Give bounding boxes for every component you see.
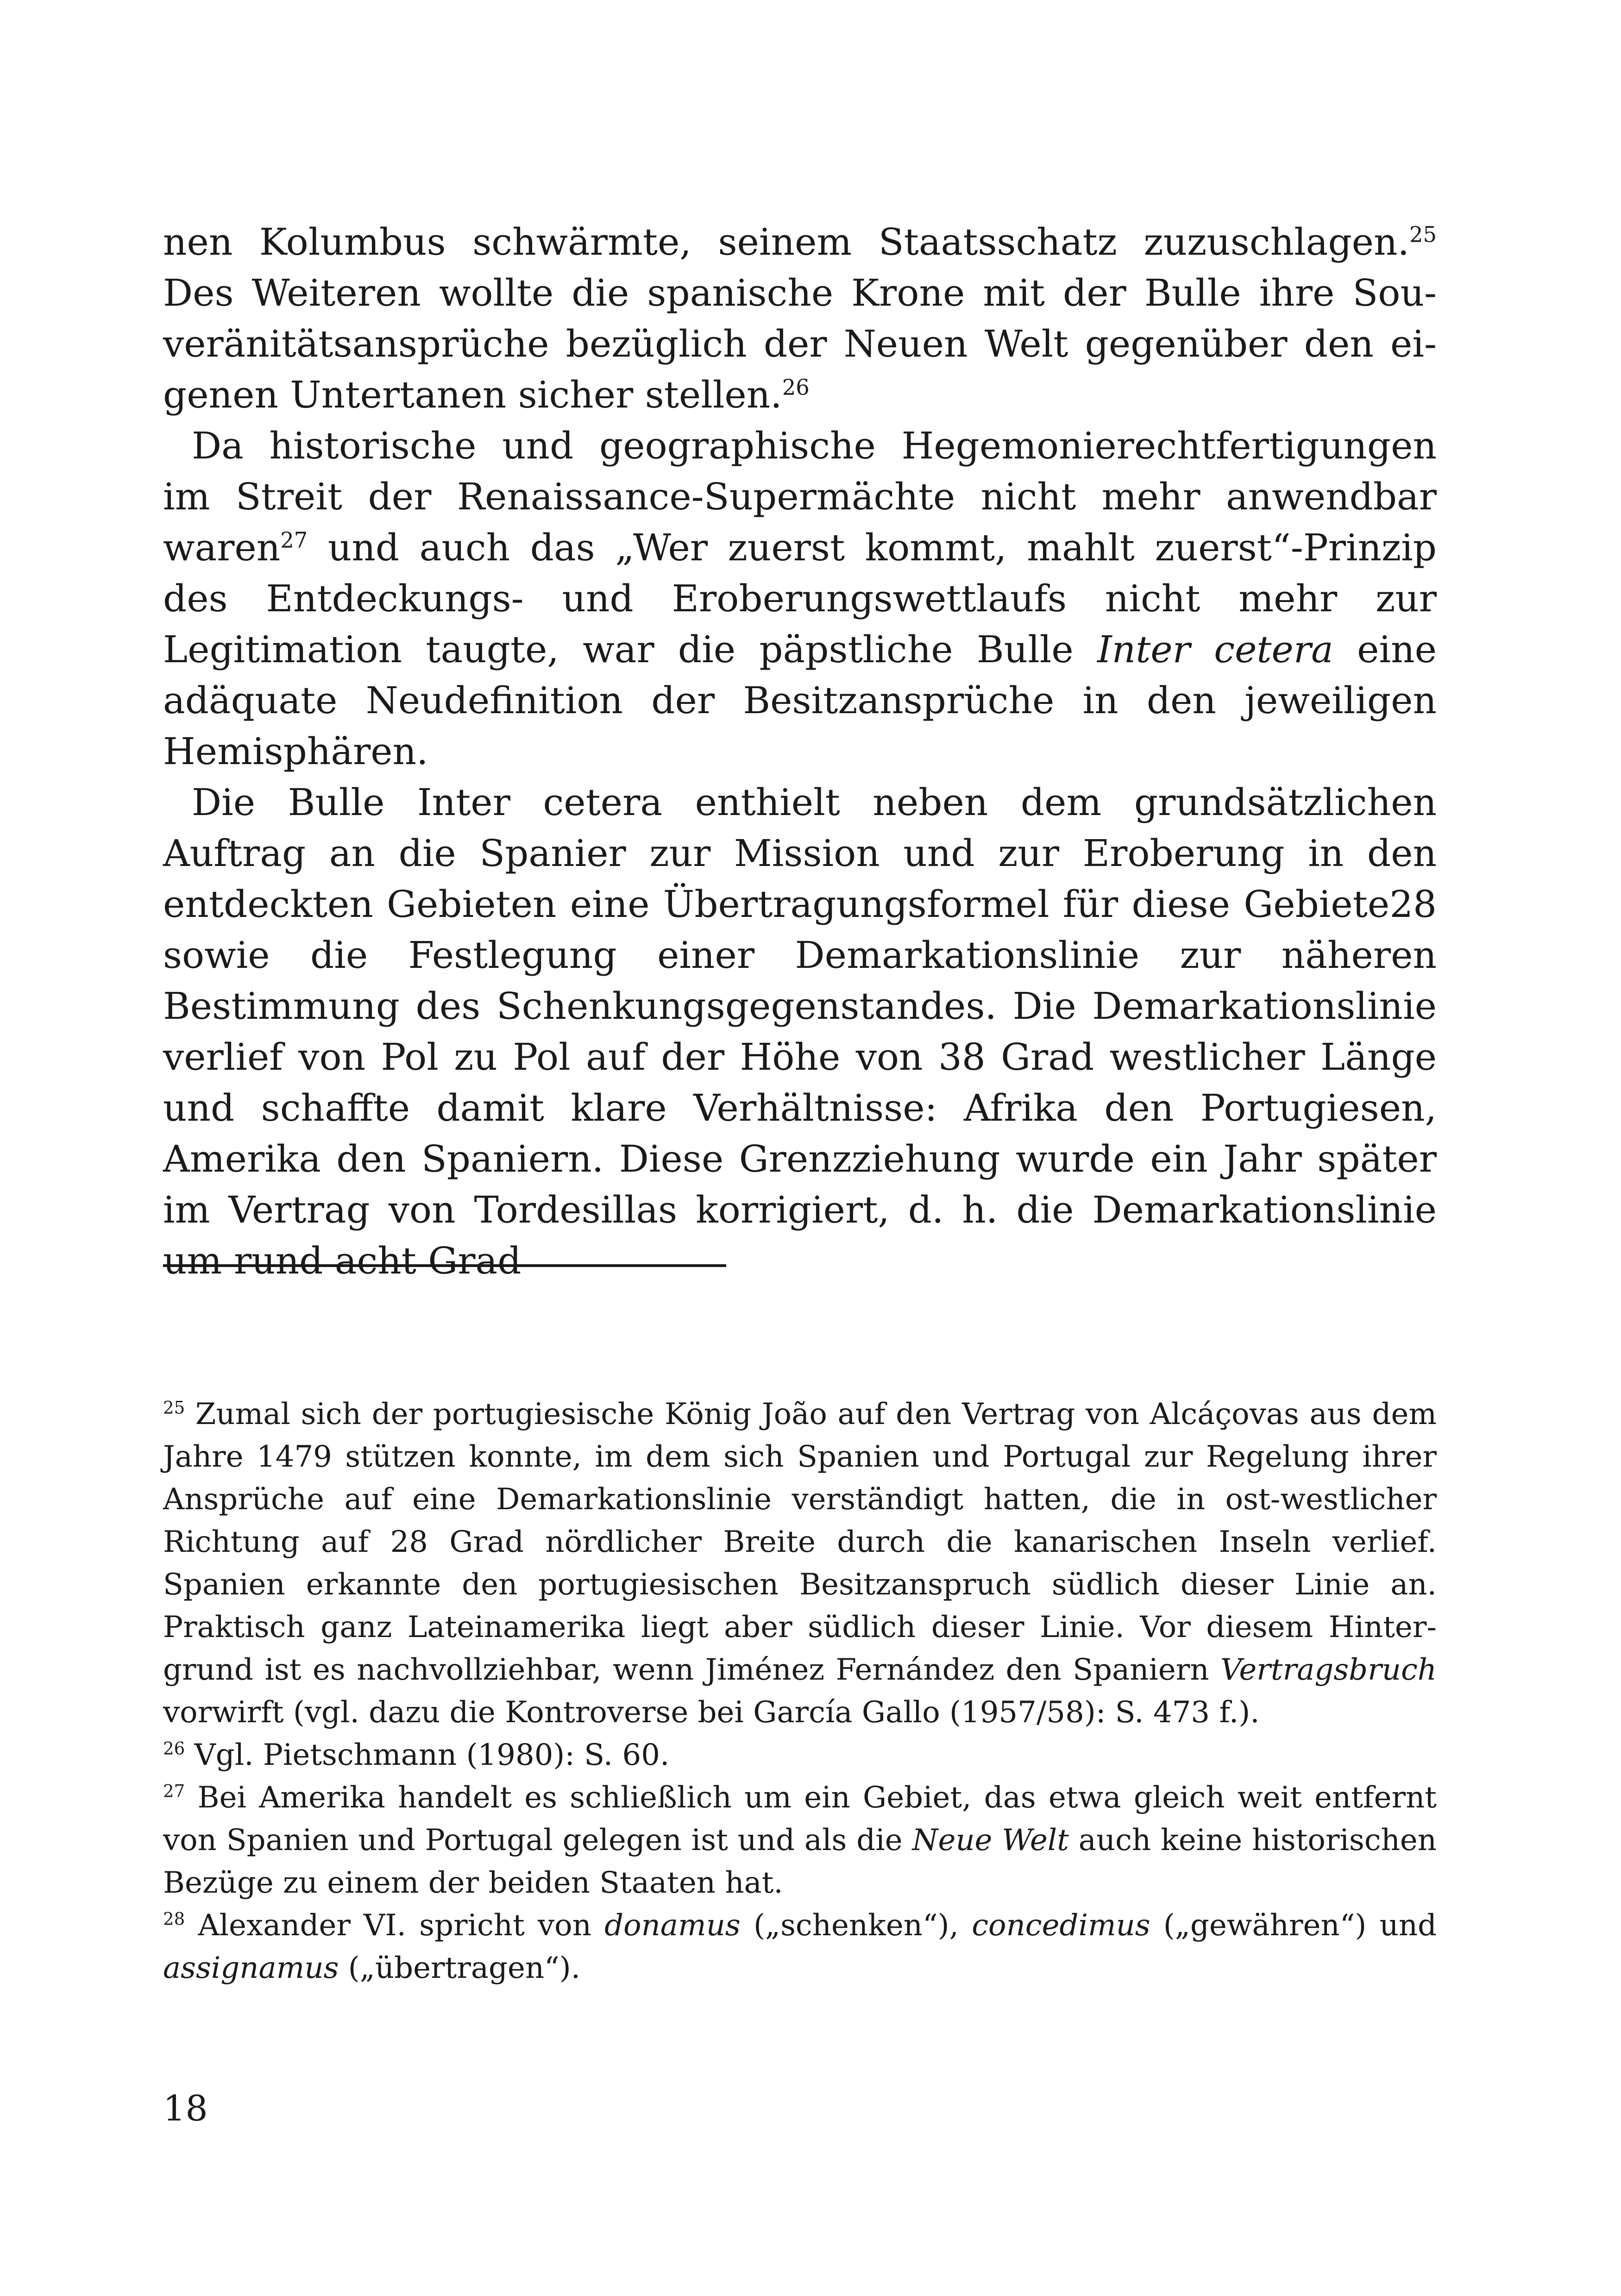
italic-title: Inter cetera — [1097, 628, 1333, 671]
page-number: 18 — [163, 2088, 208, 2129]
footnote-number: 28 — [163, 1909, 185, 1929]
main-text — [163, 217, 1437, 1286]
footnote-27: $^{27}$ Bei Amerika handelt es schließlich um ein Gebiet, das etwa gleich weit entfernt von Spanien und Portugal gelegen ist und als die Neue Welt auch keine historischen Bezüge zu einem der beiden Staaten hat. — [163, 1781, 1437, 1900]
footnotes — [163, 1393, 1437, 1989]
footnote-number: 26 — [163, 1738, 185, 1759]
footnote-ref-25: 25 — [1409, 222, 1437, 247]
footnote-26: $^{26}$ Vgl. Pietschmann (1980): S. 60. — [163, 1738, 670, 1772]
footnote-ref-26: 26 — [782, 375, 810, 400]
footnote-separator — [163, 1264, 726, 1267]
footnote-number: 27 — [163, 1781, 185, 1801]
footnote-25: $^{25}$ Zumal sich der portugiesische König João auf den Vertrag von Alcáçovas aus dem Jahre 1479 stützen konnte, im dem sich Spanien und Portugal zur Regelung ihrer Ansprüche auf eine Demarkationslinie verständigt hatten, die in ost-westlicher Richtung auf 28 Grad nördlicher Breite durch die kanarischen Inseln verlief. Spanien erkannte den portugiesischen Besitzanspruch südlich dieser Linie an. Praktisch ganz Lateinamerika liegt aber südlich dieser Linie. Vor diesem Hintergrund ist es nachvollziehbar, wenn Jiménez Fernández den Spaniern Vertragsbruch vorwirft (vgl. dazu die Kontroverse bei García Gallo (1957/58): S. 473 f.). — [163, 1397, 1437, 1730]
footnote-number: 25 — [163, 1398, 185, 1418]
footnote-ref-27: 27 — [280, 527, 308, 553]
paragraph-2: Da historische und geographische Hegemonierechtfertigungen im Streit der Renaissance-Supermächte nicht mehr anwendbar waren$^{27}$ und auch das „Wer zuerst kommt, mahlt zuerst“-Prinzip des Entdeckungs- und Eroberungswettlaufs nicht mehr zur Legitimation taugte, war die päpstliche Bulle Inter cetera eine adäquate Neudefinition der Besitzansprüche in den jeweiligen Hemisphären. — [163, 424, 1437, 773]
footnote-28: $^{28}$ Alexander VI. spricht von donamus („schenken“), concedimus („gewähren“) und assignamus („übertragen“). — [163, 1908, 1437, 1985]
paragraph-3: Die Bulle Inter cetera enthielt neben dem grundsätzlichen Auftrag an die Spanier zur Mission und zur Eroberung in den entdeckten Gebieten eine Übertragungsformel für diese Gebiete28 sowie die Festlegung einer Demarkationslinie zur näheren Bestimmung des Schenkungsgegenstandes. Die Demarkationslinie verlief von Pol zu Pol auf der Höhe von 38 Grad westlicher Länge und schaffte damit klare Verhältnisse: Afrika den Portugiesen, Amerika den Spaniern. Diese Grenzziehung wurde ein Jahr später im Vertrag von Tordesillas korrigiert, d. h. die Demarkationslinie um rund acht Grad — [163, 781, 1437, 1282]
paragraph-1: nen Kolumbus schwärmte, seinem Staatsschatz zuzuschlagen.$^{25}$ Des Weiteren wollte die spanische Krone mit der Bulle ihre Souveränitätsansprüche bezüglich der Neuen Welt gegenüber den eigenen Untertanen sicher stellen.$^{26}$ — [163, 220, 1437, 416]
